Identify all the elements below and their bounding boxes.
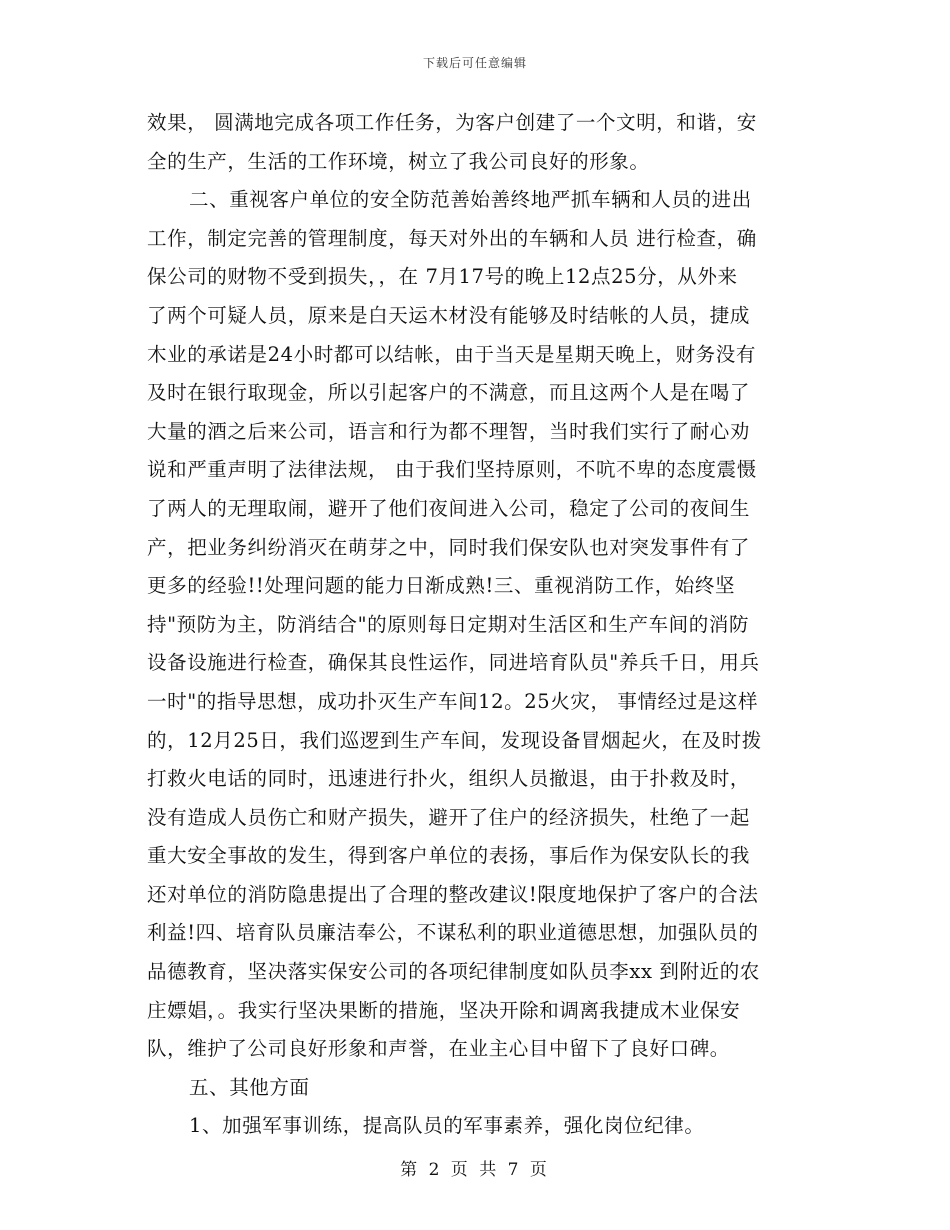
text-line: 重大安全事故的发生，得到客户单位的表扬，事后作为保安队长的我 xyxy=(147,844,751,868)
text-line: 工作，制定完善的管理制度，每天对外出的车辆和人员 进行检查，确 xyxy=(147,226,757,250)
text-line: 还对单位的消防隐患提出了合理的整改建议!限度地保护了客户的合法 xyxy=(147,882,759,906)
text-line: 五、其他方面 xyxy=(189,1075,310,1099)
text-line: 没有造成人员伤亡和财产损失，避开了住户的经济损失，杜绝了一起 xyxy=(147,805,751,829)
page-header: 下载后可任意编辑 xyxy=(422,56,527,70)
text-line: 一时"的指导思想，成功扑灭生产车间12。25火灾， 事情经过是这样 xyxy=(147,689,759,713)
text-line: 打救火电话的同时，迅速进行扑火，组织人员撤退，由于扑救及时， xyxy=(147,767,751,791)
page-number: 第 2 页 共 7 页 xyxy=(400,1160,550,1180)
text-line: 持"预防为主，防消结合"的原则每日定期对生活区和生产车间的消防 xyxy=(147,612,750,636)
text-line: 效果， 圆满地完成各项工作任务，为客户创建了一个文明，和谐，安 xyxy=(147,111,757,134)
text-line: 品德教育，坚决落实保安公司的各项纪律制度如队员李xx 到附近的农 xyxy=(147,960,760,984)
text-line: 二、重视客户单位的安全防范善始善终地严抓车辆和人员的进出 xyxy=(189,188,752,212)
text-line: 利益!四、培育队员廉洁奉公，不谋私利的职业道德思想，加强队员的 xyxy=(147,921,759,945)
text-line: 设备设施进行检查，确保其良性运作，同进培育队员"养兵千日，用兵 xyxy=(147,651,760,675)
text-line: 更多的经验!!处理问题的能力日渐成熟!三、重视消防工作，始终坚 xyxy=(147,574,736,598)
text-line: 的，12月25日，我们巡逻到生产车间，发现设备冒烟起火，在及时拨 xyxy=(147,728,762,752)
text-line: 队，维护了公司良好形象和声誉，在业主心目中留下了良好口碑。 xyxy=(147,1037,730,1061)
document-body xyxy=(147,104,797,1146)
text-line: 及时在银行取现金，所以引起客户的不满意，而且这两个人是在喝了 xyxy=(147,381,751,405)
text-line: 全的生产，生活的工作环境，树立了我公司良好的形象。 xyxy=(147,149,650,173)
text-line: 保公司的财物不受到损失，，在 7月17号的晚上12点25分，从外来 xyxy=(147,265,738,289)
text-line: 庄嫖娼，。我实行坚决果断的措施，坚决开除和调离我捷成木业保安 xyxy=(147,998,741,1022)
text-line: 说和严重声明了法律法规， 由于我们坚持原则，不吭不卑的态度震慑 xyxy=(147,458,757,482)
text-line: 木业的承诺是24小时都可以结帐，由于当天是星期天晚上，财务没有 xyxy=(147,342,756,366)
text-line: 大量的酒之后来公司，语言和行为都不理智，当时我们实行了耐心劝 xyxy=(147,419,751,443)
text-line: 了两人的无理取闹，避开了他们夜间进入公司，稳定了公司的夜间生 xyxy=(147,496,751,520)
text-line: 产，把业务纠纷消灭在萌芽之中，同时我们保安队也对突发事件有了 xyxy=(147,535,751,559)
text-line: 1、加强军事训练，提高队员的军事素养，强化岗位纪律。 xyxy=(189,1114,705,1138)
text-line: 了两个可疑人员，原来是白天运木材没有能够及时结帐的人员，捷成 xyxy=(147,303,751,327)
